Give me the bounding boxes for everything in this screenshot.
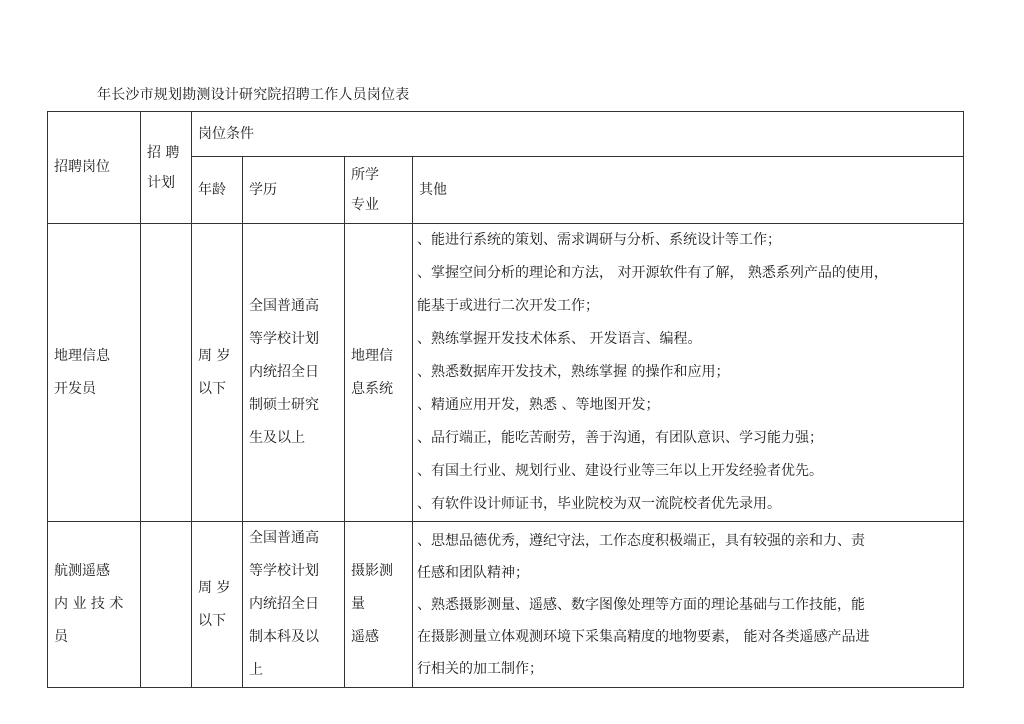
age-cell bbox=[192, 224, 243, 522]
other-requirements-cell bbox=[413, 522, 964, 688]
position-cell bbox=[48, 224, 141, 522]
header-major bbox=[345, 157, 413, 224]
major-cell bbox=[345, 224, 413, 522]
requirement-line: 、能进行系统的策划、需求调研与分析、系统设计等工作； bbox=[417, 232, 781, 248]
header-other bbox=[413, 157, 964, 224]
plan-cell bbox=[141, 522, 192, 688]
position-line: 内 业 技 术 bbox=[54, 596, 124, 612]
requirement-line: 、熟练掌握开发技术体系、 开发语言、编程。 bbox=[417, 331, 702, 347]
position-line: 开发员 bbox=[54, 380, 96, 397]
header-education bbox=[243, 157, 345, 224]
header-row-1 bbox=[48, 112, 964, 157]
requirement-line: 、熟悉数据库开发技术，熟练掌握 的操作和应用； bbox=[417, 364, 730, 380]
requirement-line: 任感和团队精神； bbox=[417, 564, 529, 581]
requirement-line: 、有国土行业、规划行业、建设行业等三年以上开发经验者优先。 bbox=[417, 463, 823, 479]
position-line: 员 bbox=[54, 629, 68, 645]
header-position bbox=[48, 112, 141, 224]
header-age bbox=[192, 157, 243, 224]
header-major-line2: 专业 bbox=[351, 197, 379, 213]
major-line: 摄影测 bbox=[351, 563, 393, 579]
position-line: 航测遥感 bbox=[54, 563, 110, 579]
education-line: 上 bbox=[249, 662, 263, 678]
header-education-label: 学历 bbox=[249, 181, 277, 198]
age-line: 以下 bbox=[198, 380, 226, 397]
table-row bbox=[48, 224, 964, 522]
education-cell bbox=[243, 224, 345, 522]
requirement-line: 能基于或进行二次开发工作； bbox=[417, 298, 599, 314]
education-line: 全国普通高 bbox=[249, 530, 319, 546]
major-line: 量 bbox=[351, 596, 365, 612]
header-conditions-label: 岗位条件 bbox=[198, 125, 254, 142]
requirement-line: 、掌握空间分析的理论和方法， 对开源软件有了解， 熟悉系列产品的使用， bbox=[417, 265, 888, 281]
other-requirements-cell bbox=[413, 224, 964, 522]
table-row bbox=[48, 522, 964, 688]
header-other-label: 其他 bbox=[419, 181, 447, 198]
education-line: 内统招全日 bbox=[249, 364, 319, 380]
header-major-line1: 所学 bbox=[351, 167, 379, 183]
header-plan-line1: 招 聘 bbox=[147, 144, 180, 161]
age-line: 以下 bbox=[198, 612, 226, 629]
header-age-label: 年龄 bbox=[198, 181, 226, 198]
position-line: 地理信息 bbox=[54, 347, 110, 364]
requirement-line: 、熟悉摄影测量、遥感、数字图像处理等方面的理论基础与工作技能，能 bbox=[417, 596, 865, 613]
education-line: 制硕士研究 bbox=[249, 397, 319, 413]
requirement-line: 、品行端正，能吃苦耐劳，善于沟通，有团队意识、学习能力强； bbox=[417, 430, 823, 446]
header-conditions bbox=[192, 112, 964, 157]
major-line: 地理信 bbox=[351, 347, 393, 364]
position-cell bbox=[48, 522, 141, 688]
age-cell bbox=[192, 522, 243, 688]
requirement-line: 在摄影测量立体观测环境下采集高精度的地物要素， 能对各类遥感产品进 bbox=[417, 628, 870, 645]
education-line: 制本科及以 bbox=[249, 629, 319, 645]
header-plan-line2: 计划 bbox=[147, 174, 175, 191]
age-line: 周 岁 bbox=[198, 579, 231, 596]
education-line: 等学校计划 bbox=[249, 563, 319, 579]
document-title: 年长沙市规划勘测设计研究院招聘工作人员岗位表 bbox=[97, 87, 410, 103]
job-positions-table bbox=[47, 111, 964, 688]
education-line: 内统招全日 bbox=[249, 596, 319, 612]
plan-cell bbox=[141, 224, 192, 522]
education-line: 等学校计划 bbox=[249, 331, 319, 347]
education-line: 全国普通高 bbox=[249, 298, 319, 314]
major-cell bbox=[345, 522, 413, 688]
requirement-line: 行相关的加工制作； bbox=[417, 660, 543, 677]
header-plan bbox=[141, 112, 192, 224]
major-line: 息系统 bbox=[351, 380, 393, 397]
age-line: 周 岁 bbox=[198, 347, 231, 364]
requirement-line: 、有软件设计师证书，毕业院校为双一流院校者优先录用。 bbox=[417, 496, 781, 512]
education-line: 生及以上 bbox=[249, 430, 305, 446]
major-line: 遥感 bbox=[351, 629, 379, 645]
education-cell bbox=[243, 522, 345, 688]
header-position-label: 招聘岗位 bbox=[54, 159, 110, 175]
requirement-line: 、精通应用开发，熟悉 、等地图开发； bbox=[417, 397, 660, 413]
requirement-line: 、思想品德优秀，遵纪守法，工作态度积极端正，具有较强的亲和力、责 bbox=[417, 532, 865, 549]
